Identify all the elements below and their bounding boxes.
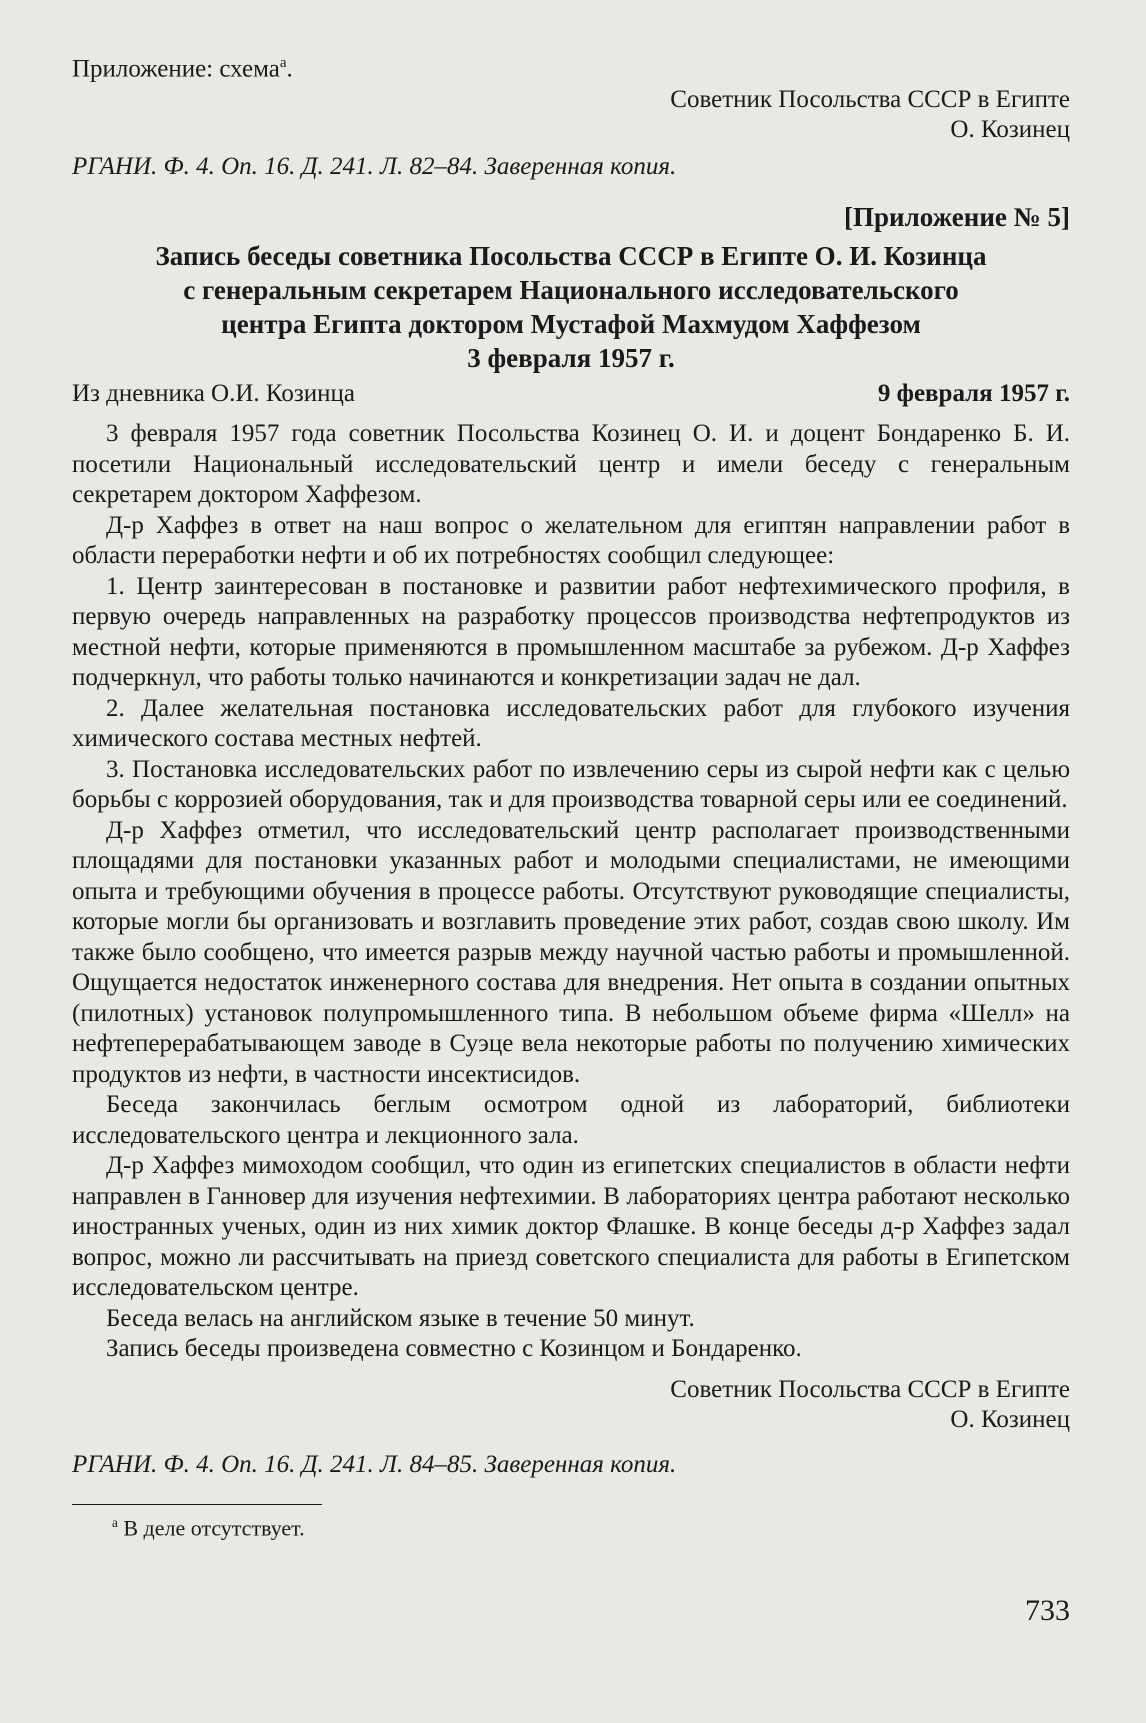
- top-signer-title: Советник Посольства СССР в Египте: [670, 85, 1070, 113]
- footnote-text: В деле отсутствует.: [117, 1515, 305, 1541]
- paragraph-6: Д-р Хаффез отметил, что исследовательский центр располагает производственными площадями для постановки указанных работ и молодыми специалистами, не имеющими опыта и требующими обучения в процессе работы. Отсутствуют руководящие специалисты, которые могли бы организовать и возглавить проведение этих работ, создав свою школу. Им также было сообщено, что имеется разрыв между научной частью работы и промышленной. Ощущается недостаток инженерного состава для внедрения. Нет опыта в создании опытных (пилотных) установок полупромышленного типа. В небольшом объеме фирма «Шелл» на нефтеперерабатывающем заводе в Суэце вела некоторые работы по получению химических продуктов из нефти, в частности инсектисидов.: [72, 816, 1070, 1088]
- title-line-2: с генеральным секретарем Национального исследовательского: [183, 274, 959, 305]
- paragraph-10: Запись беседы произведена совместно с Козинцом и Бондаренко.: [106, 1335, 802, 1363]
- bottom-signature: [72, 1375, 1070, 1436]
- page-number: 733: [1025, 1594, 1070, 1627]
- bottom-signer-name: О. Козинец: [950, 1406, 1070, 1434]
- paragraph-8: Д-р Хаффез мимоходом сообщил, что один из египетских специалистов в области нефти направлен в Ганновер для изучения нефтехимии. В лабораториях центра работают несколько иностранных ученых, один из них химик доктор Флашке. В конце беседы д-р Хаффез задал вопрос, можно ли рассчитывать на приезд советского специалиста для работы в Египетском исследовательском центре.: [72, 1152, 1070, 1302]
- title-line-1: Запись беседы советника Посольства СССР в Египте О. И. Козинца: [155, 240, 987, 271]
- diary-source: Из дневника О.И. Козинца: [72, 379, 355, 407]
- document-title: [72, 239, 1070, 375]
- title-line-3: центра Египта доктором Мустафой Махмудом Хаффезом: [221, 308, 921, 339]
- paragraph-5: 3. Постановка исследовательских работ по извлечению серы из сырой нефти как с целью борьбы с коррозией оборудования, так и для производства товарной серы или ее соединений.: [72, 755, 1070, 814]
- diary-header: [72, 379, 1070, 410]
- paragraph-9: Беседа велась на английском языке в течение 50 минут.: [106, 1304, 695, 1332]
- top-signer-name: О. Козинец: [950, 116, 1070, 144]
- footnote-divider: [72, 1504, 322, 1505]
- paragraph-3: 1. Центр заинтересован в постановке и развитии работ нефтехимического профиля, в первую очередь направленных на разработку процессов производства нефтепродуктов из местной нефти, которые применяются в промышленном масштабе за рубежом. Д-р Хаффез подчеркнул, что работы только начинаются и конкретизации задач не дал.: [72, 572, 1070, 692]
- footnote-marker: а: [279, 55, 287, 71]
- page-content: [72, 48, 1070, 1543]
- bottom-signer-title: Советник Посольства СССР в Египте: [670, 1375, 1070, 1403]
- top-archive-reference: РГАНИ. Ф. 4. Оп. 16. Д. 241. Л. 82–84. Заверенная копия.: [72, 152, 677, 180]
- footnote-mark: а: [112, 1515, 118, 1531]
- paragraph-4: 2. Далее желательная постановка исследовательских работ для глубокого изучения химического состава местных нефтей.: [72, 694, 1070, 753]
- paragraph-7: Беседа закончилась беглым осмотром одной из лабораторий, библиотеки исследовательского центра и лекционного зала.: [72, 1091, 1070, 1149]
- title-line-4: 3 февраля 1957 г.: [467, 342, 675, 373]
- appendix-note-text: Приложение: схема: [72, 55, 280, 83]
- appendix-note-end: .: [286, 55, 293, 83]
- bottom-archive-reference: РГАНИ. Ф. 4. Оп. 16. Д. 241. Л. 84–85. Заверенная копия.: [72, 1450, 677, 1478]
- diary-date: 9 февраля 1957 г.: [877, 379, 1070, 407]
- appendix-note: [72, 48, 1070, 85]
- appendix-number: [Приложение № 5]: [844, 202, 1070, 233]
- paragraph-1: 3 февраля 1957 года советник Посольства Козинец О. И. и доцент Бондаренко Б. И. посетили Национальный исследовательский центр и имели беседу с генеральным секретарем доктором Хаффезом.: [72, 420, 1070, 509]
- footnote: [72, 1509, 1070, 1542]
- paragraph-2: Д-р Хаффез в ответ на наш вопрос о желательном для египтян направлении работ в области переработки нефти и об их потребностях сообщил следующее:: [72, 511, 1070, 570]
